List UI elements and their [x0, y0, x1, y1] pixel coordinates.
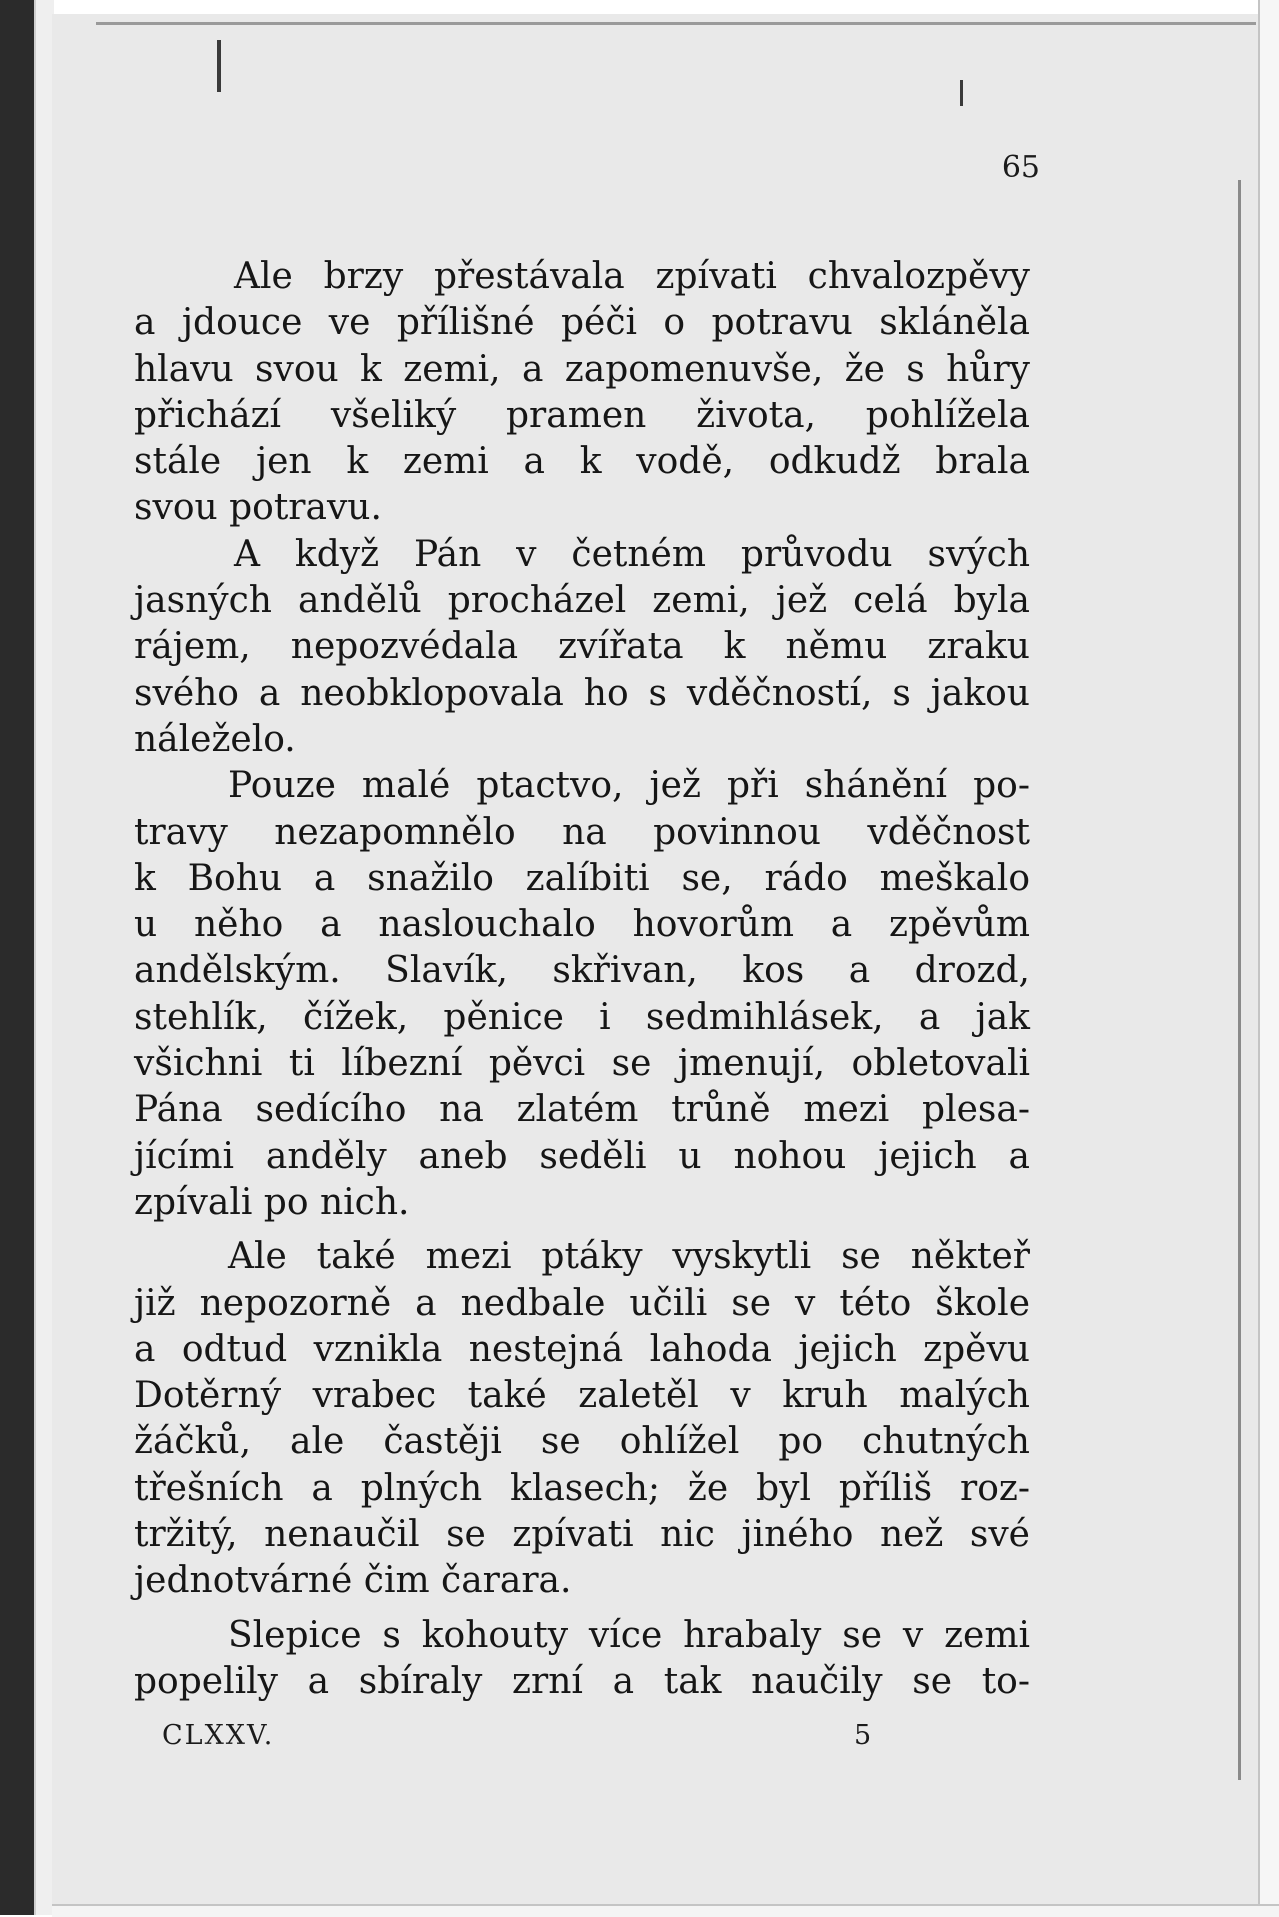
- page-number: 65: [1001, 150, 1040, 185]
- text-line: svého a neobklopovala ho s vděčností, s jakou: [134, 672, 1030, 714]
- text-line: jasných andělů procházel zemi, jež celá byla: [134, 580, 1030, 622]
- text-line: tržitý, nenaučil se zpívati nic jiného než své: [134, 1514, 1030, 1556]
- text-line: jednotvárné čim čarara.: [134, 1560, 572, 1602]
- text-line: A když Pán v četném průvodu svých: [234, 533, 1030, 575]
- text-line: svou potravu.: [134, 487, 382, 529]
- page-edge-shadow: [1238, 180, 1241, 1780]
- previous-page-edge: [34, 0, 54, 1915]
- text-line: stále jen k zemi a k vodě, odkudž brala: [134, 441, 1030, 483]
- text-line: rájem, nepozvédala zvířata k němu zraku: [134, 626, 1030, 668]
- top-edge-rule: [96, 22, 1256, 25]
- printer-signature: CLXXV.: [162, 1720, 275, 1751]
- text-line: Ale brzy přestávala zpívati chvalozpěvy: [234, 256, 1030, 297]
- text-line: jícími anděly aneb seděli u nohou jejich a: [134, 1135, 1030, 1177]
- text-line: k Bohu a snažilo zalíbiti se, rádo meškalo: [134, 857, 1030, 899]
- paragraph-spacing: [134, 1226, 1030, 1234]
- paragraph-spacing: [134, 1605, 1030, 1613]
- text-line: zpívali po nich.: [134, 1181, 410, 1223]
- paragraph: [134, 1234, 1030, 1604]
- right-page-edge: [1258, 0, 1279, 1915]
- book-spine-shadow: [0, 0, 34, 1915]
- text-line: Pouze malé ptactvo, jež při shánění po-: [228, 765, 1030, 807]
- text-line: žáčků, ale častěji se ohlížel po chutných: [134, 1421, 1030, 1463]
- text-line: a odtud vznikla nestejná lahoda jejich zpěvu: [134, 1328, 1030, 1370]
- text-line: stehlík, čížek, pěnice i sedmihlásek, a jak: [134, 996, 1030, 1038]
- print-speck: [960, 80, 963, 106]
- print-speck: [217, 40, 221, 92]
- paragraph: [134, 254, 1030, 532]
- paragraph: [134, 1613, 1030, 1706]
- text-line: u něho a naslouchalo hovorům a zpěvům: [134, 904, 1030, 946]
- text-line: Dotěrný vrabec také zaletěl v kruh malých: [134, 1375, 1030, 1417]
- text-line: Pána sedícího na zlatém trůně mezi plesa-: [134, 1089, 1030, 1131]
- text-line: popelily a sbíraly zrní a tak naučily se to-: [134, 1660, 1030, 1702]
- text-line: a jdouce ve přílišné péči o potravu skláněla: [134, 302, 1030, 344]
- paragraph: [134, 532, 1030, 763]
- sheet-number: 5: [854, 1720, 872, 1751]
- text-line: náleželo.: [134, 718, 296, 760]
- text-line: již nepozorně a nedbale učili se v této škole: [134, 1282, 1030, 1324]
- text-line: třešních a plných klasech; že byl příliš roz-: [134, 1467, 1030, 1509]
- text-line: všichni ti líbezní pěvci se jmenují, obletovali: [134, 1043, 1030, 1085]
- text-line: přichází všeliký pramen života, pohlížela: [134, 394, 1030, 436]
- text-line: andělským. Slavík, skřivan, kos a drozd,: [134, 950, 1030, 992]
- bottom-page-edge: [52, 1904, 1279, 1917]
- paragraph: [134, 763, 1030, 1226]
- text-line: Ale také mezi ptáky vyskytli se někteř: [228, 1236, 1030, 1278]
- text-line: Slepice s kohouty více hrabaly se v zemi: [228, 1614, 1030, 1656]
- text-line: travy nezapomnělo na povinnou vděčnost: [134, 811, 1030, 853]
- body-text: [134, 254, 1030, 1705]
- text-line: hlavu svou k zemi, a zapomenuvše, že s hůry: [134, 348, 1030, 390]
